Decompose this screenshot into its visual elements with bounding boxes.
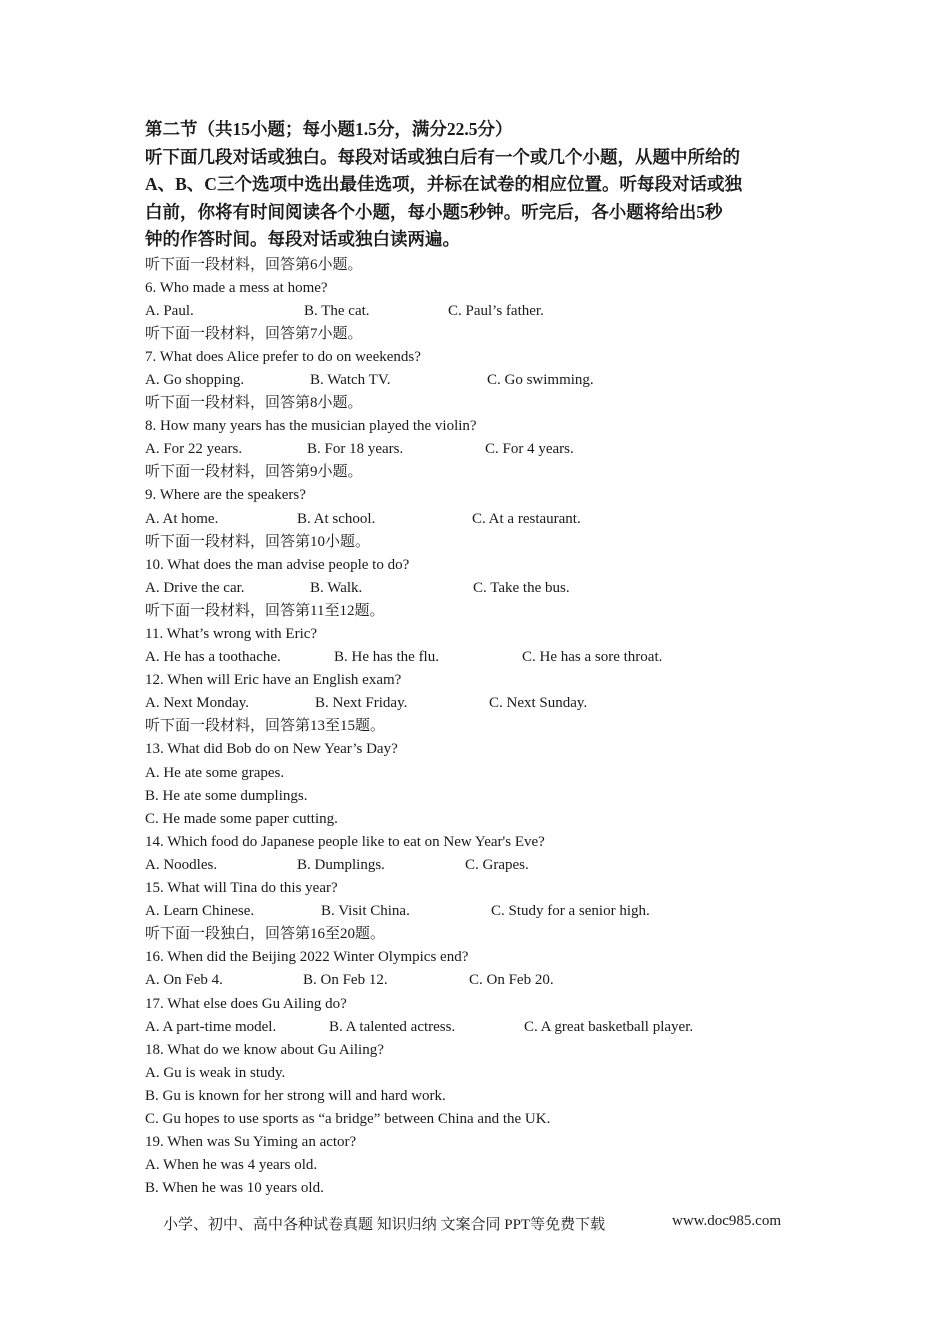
answer-option: B. Watch TV. xyxy=(310,371,391,388)
listening-prompt: 听下面一段材料，回答第6小题。 xyxy=(145,256,363,273)
answer-option: B. He has the flu. xyxy=(334,649,439,666)
options-row xyxy=(145,300,825,323)
footer-text: 小学、初中、高中各种试卷真题 知识归纳 文案合同 PPT等免费下载 xyxy=(163,1217,606,1233)
answer-option: B. At school. xyxy=(297,510,376,527)
listening-prompt: 听下面一段材料，回答第8小题。 xyxy=(145,395,363,412)
answer-option: C. Study for a senior high. xyxy=(491,903,650,920)
answer-option: B. A talented actress. xyxy=(329,1018,456,1035)
answer-option: C. Go swimming. xyxy=(487,371,594,388)
answer-option: C. Gu hopes to use sports as “a bridge” between China and the UK. xyxy=(145,1110,551,1127)
footer-url: www.doc985.com xyxy=(672,1213,782,1229)
answer-option: C. Grapes. xyxy=(465,856,529,873)
options-row xyxy=(145,508,825,531)
question-stem: 8. How many years has the musician played the violin? xyxy=(145,418,477,435)
answer-option: A. Learn Chinese. xyxy=(145,903,255,920)
options-row xyxy=(145,692,825,715)
options-row xyxy=(145,438,825,461)
instruction-line-1: 听下面几段对话或独白。每段对话或独白后有一个或几个小题，从题中所给的 xyxy=(145,146,740,167)
answer-option: C. A great basketball player. xyxy=(524,1018,694,1035)
listening-prompt: 听下面一段材料，回答第9小题。 xyxy=(145,464,363,481)
question-stem: 9. Where are the speakers? xyxy=(145,487,306,504)
question-stem: 7. What does Alice prefer to do on weekends? xyxy=(145,348,421,365)
options-row xyxy=(145,1016,825,1039)
answer-option: C. He has a sore throat. xyxy=(522,649,663,666)
listening-prompt: 听下面一段材料，回答第11至12题。 xyxy=(145,602,385,619)
answer-option: A. Gu is weak in study. xyxy=(145,1064,286,1081)
question-stem: 12. When will Eric have an English exam? xyxy=(145,672,402,689)
answer-option: C. He made some paper cutting. xyxy=(145,810,338,827)
listening-prompt: 听下面一段材料，回答第10小题。 xyxy=(145,533,371,550)
answer-option: B. When he was 10 years old. xyxy=(145,1180,324,1197)
question-stem: 11. What’s wrong with Eric? xyxy=(145,626,318,642)
answer-option: B. The cat. xyxy=(304,302,370,319)
answer-option: C. At a restaurant. xyxy=(472,510,581,527)
answer-option: B. He ate some dumplings. xyxy=(145,787,308,804)
options-row xyxy=(145,369,825,392)
answer-option: B. Walk. xyxy=(310,579,363,596)
answer-option: B. Visit China. xyxy=(321,903,410,920)
answer-option: B. Dumplings. xyxy=(297,856,385,873)
question-stem: 10. What does the man advise people to do? xyxy=(145,556,410,573)
question-stem: 14. Which food do Japanese people like to eat on New Year's Eve? xyxy=(145,833,545,850)
options-row xyxy=(145,969,825,992)
answer-option: C. For 4 years. xyxy=(485,441,574,458)
answer-option: A. He has a toothache. xyxy=(145,649,281,666)
exam-page xyxy=(145,116,825,1200)
instruction-line-4: 钟的作答时间。每段对话或独白读两遍。 xyxy=(145,229,460,249)
listening-prompt: 听下面一段材料，回答第7小题。 xyxy=(145,325,363,342)
answer-option: A. Paul. xyxy=(145,302,194,319)
answer-option: B. Gu is known for her strong will and hard work. xyxy=(145,1087,446,1104)
question-list xyxy=(145,254,825,1201)
answer-option: B. For 18 years. xyxy=(307,441,404,458)
options-row xyxy=(145,577,825,600)
answer-option: A. He ate some grapes. xyxy=(145,764,285,781)
instruction-line-2: A、B、C三个选项中选出最佳选项，并标在试卷的相应位置。听每段对话或独 xyxy=(145,174,742,194)
answer-option: A. For 22 years. xyxy=(145,441,243,458)
answer-option: A. When he was 4 years old. xyxy=(145,1157,318,1174)
answer-option: C. Paul’s father. xyxy=(448,302,544,319)
options-row xyxy=(145,646,825,669)
answer-option: C. Next Sunday. xyxy=(489,695,588,712)
question-stem: 19. When was Su Yiming an actor? xyxy=(145,1134,357,1151)
question-stem: 18. What do we know about Gu Ailing? xyxy=(145,1041,384,1058)
question-stem: 17. What else does Gu Ailing do? xyxy=(145,995,347,1012)
answer-option: A. Next Monday. xyxy=(145,695,250,712)
answer-option: A. A part-time model. xyxy=(145,1018,277,1035)
question-stem: 16. When did the Beijing 2022 Winter Olympics end? xyxy=(145,949,469,966)
answer-option: B. Next Friday. xyxy=(315,695,408,712)
answer-option: A. Go shopping. xyxy=(145,371,245,388)
answer-option: A. Noodles. xyxy=(145,856,218,873)
options-row xyxy=(145,900,825,923)
instruction-line-3: 白前，你将有时间阅读各个小题，每小题5秒钟。听完后，各小题将给出5秒 xyxy=(145,201,723,222)
question-stem: 13. What did Bob do on New Year’s Day? xyxy=(145,741,398,758)
answer-option: A. On Feb 4. xyxy=(145,972,223,989)
listening-prompt: 听下面一段材料，回答第13至15题。 xyxy=(145,718,386,735)
answer-option: A. At home. xyxy=(145,510,219,527)
options-row xyxy=(145,854,825,877)
section-heading: 第二节（共15小题；每小题1.5分，满分22.5分） xyxy=(145,119,513,139)
question-stem: 15. What will Tina do this year? xyxy=(145,880,338,897)
answer-option: C. Take the bus. xyxy=(473,579,570,596)
listening-prompt: 听下面一段独白，回答第16至20题。 xyxy=(145,926,386,943)
answer-option: B. On Feb 12. xyxy=(303,972,388,989)
answer-option: C. On Feb 20. xyxy=(469,972,554,989)
question-stem: 6. Who made a mess at home? xyxy=(145,279,328,296)
answer-option: A. Drive the car. xyxy=(145,579,245,596)
